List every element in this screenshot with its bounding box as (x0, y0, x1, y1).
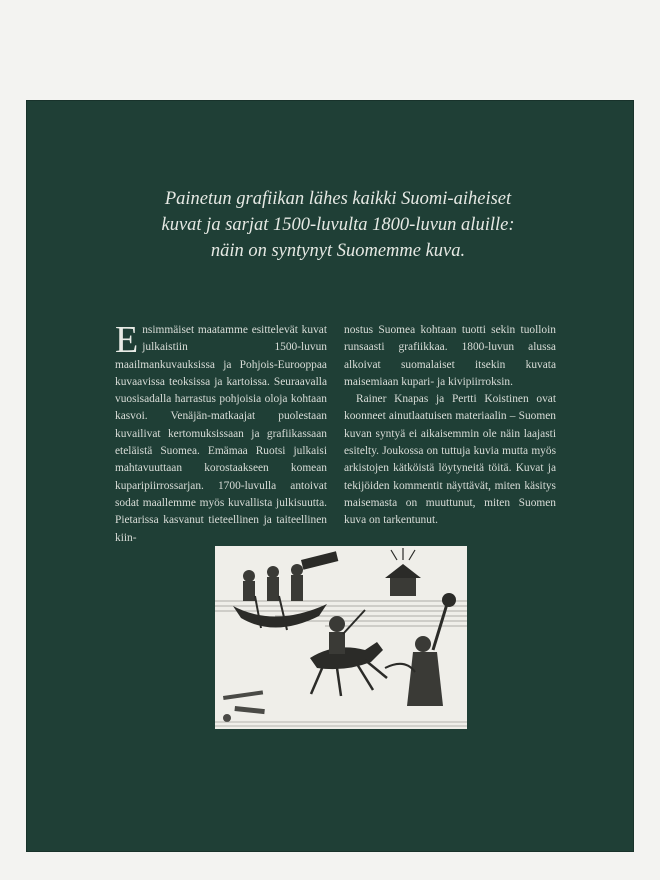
headline-line: näin on syntynyt Suomemme kuva. (210, 241, 466, 261)
woodcut-illustration (215, 546, 467, 729)
blurb-paragraph: Rainer Knapas ja Pertti Koistinen ovat koonneet ainutlaatuisen materiaalin – Suomen kuvan syntyä ei aikaisemmin ole näin laajasti esitelty. Joukossa on tuttuja kuvia mutta myös arkistojen kätköistä löytyneitä töitä. Kuvat ja tekijöiden kommentit näyttävät, miten käsitys maisemasta on muuttunut, miten Suomen kuva on tarkentunut. (344, 393, 556, 527)
headline-line: Painetun grafiikan lähes kaikki Suomi-aiheiset (164, 189, 512, 209)
woodcut-scene-icon (215, 546, 467, 729)
blurb-paragraph: nostus Suomea kohtaan tuotti sekin tuolloin runsaasti grafiikkaa. 1800-luvun alussa alkoivat suomalaiset itsekin kuvata maisemiaan kupari- ja kivipiirroksin. (344, 324, 556, 388)
headline-line: kuvat ja sarjat 1500-luvulta 1800-luvun aluille: (161, 215, 515, 235)
blurb-left-column (115, 319, 327, 547)
drop-cap: E (115, 319, 139, 361)
blurb-right-column (344, 322, 556, 530)
blurb-text: nsimmäiset maatamme esittelevät kuvat julkaistiin 1500-luvun maailmankuvauksissa ja Pohjois-Eurooppaa kuvaavissa teoksissa ja kartoissa. Seuraavalla vuosisadalla harrastus pohjoisia oloja kohtaan kasvoi. Venäjän-matkaajat puolestaan kuvailivat kertomuksissaan ja grafiikassaan eteläistä Suomea. Emämaa Ruotsi julkaisi mahtavuuttaan korostaakseen komean kuparipiirrossarjan. 1700-luvulla antoivat sodat maallemme myös kuvallista julkisuutta. Pietarissa kasvanut tieteellinen ja taiteellinen kiin- (115, 324, 327, 544)
blurb-paragraph (115, 319, 327, 547)
cover-headline (118, 186, 558, 264)
